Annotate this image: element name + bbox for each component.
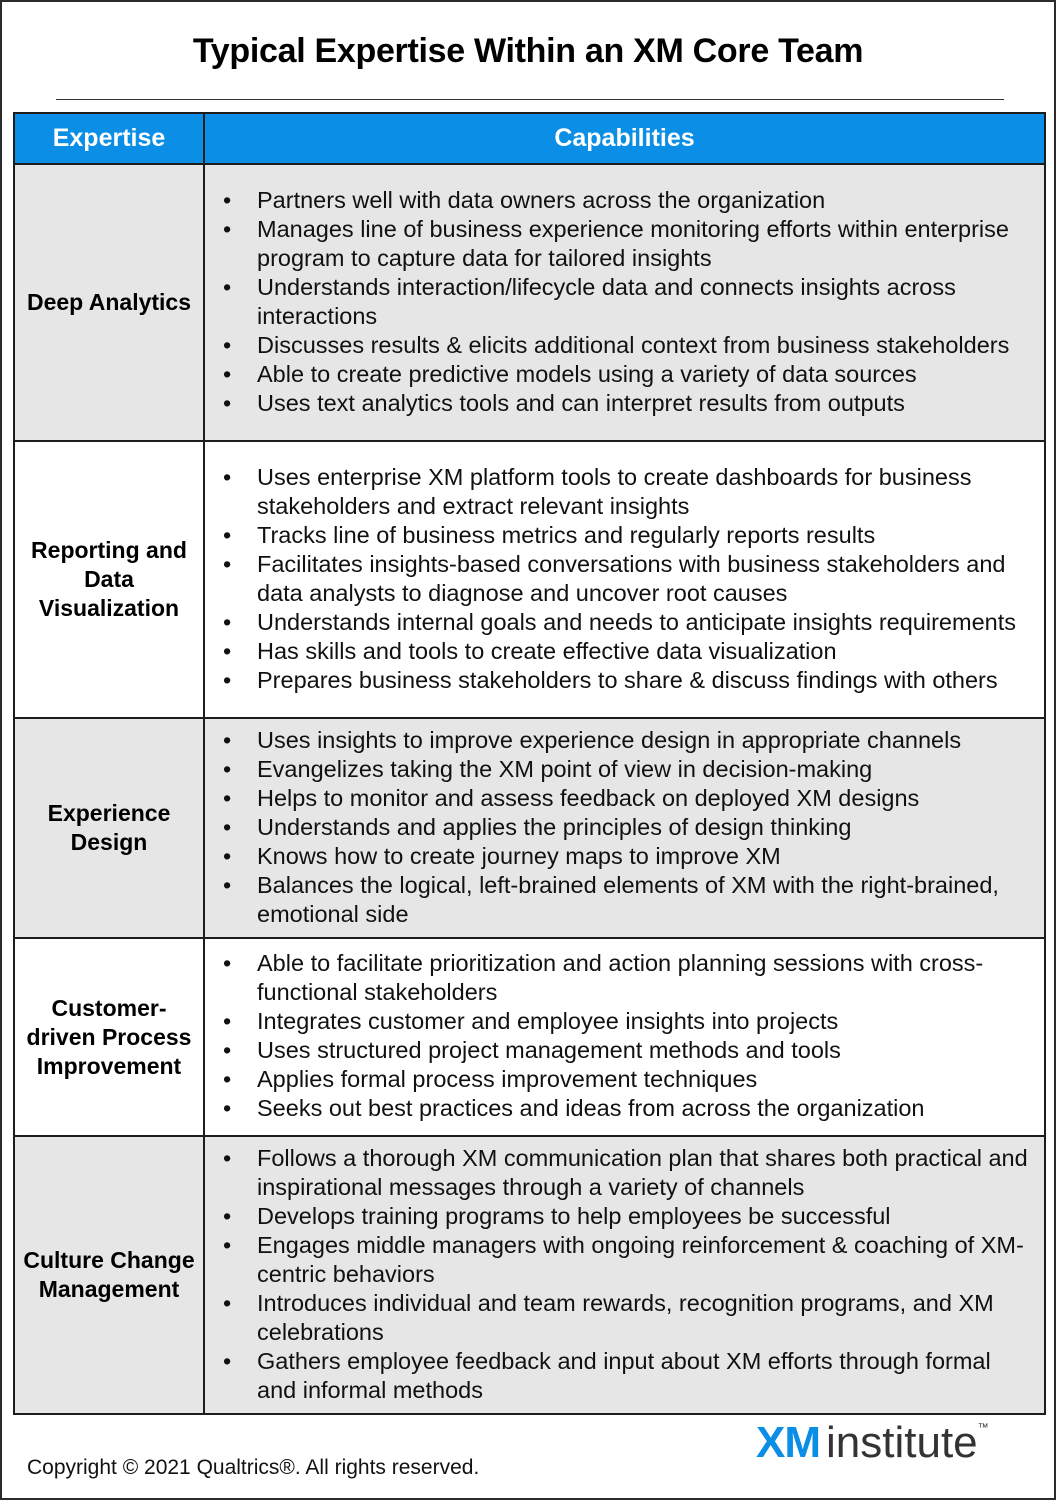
table-row bbox=[14, 164, 1045, 441]
capabilities-list bbox=[219, 949, 1032, 1123]
capability-item: • Knows how to create journey maps to improve XM bbox=[219, 842, 1032, 871]
capability-item: • Understands and applies the principles of design thinking bbox=[219, 813, 1032, 842]
table-row bbox=[14, 938, 1045, 1136]
header-expertise: Expertise bbox=[14, 113, 204, 164]
capabilities-list bbox=[219, 186, 1032, 418]
table-row bbox=[14, 441, 1045, 718]
table-row bbox=[14, 718, 1045, 938]
capability-item: • Manages line of business experience monitoring efforts within enterprise program to capture data for tailored insights bbox=[219, 215, 1032, 273]
capability-item: • Tracks line of business metrics and regularly reports results bbox=[219, 521, 1032, 550]
capability-item: • Partners well with data owners across the organization bbox=[219, 186, 1032, 215]
capability-item: • Understands internal goals and needs to anticipate insights requirements bbox=[219, 608, 1032, 637]
capabilities-cell bbox=[204, 1136, 1045, 1414]
capability-item: • Uses insights to improve experience design in appropriate channels bbox=[219, 726, 1032, 755]
header-capabilities: Capabilities bbox=[204, 113, 1045, 164]
capability-item: • Prepares business stakeholders to share & discuss findings with others bbox=[219, 666, 1032, 695]
capability-item: • Uses enterprise XM platform tools to create dashboards for business stakeholders and extract relevant insights bbox=[219, 463, 1032, 521]
capability-item: • Helps to monitor and assess feedback on deployed XM designs bbox=[219, 784, 1032, 813]
expertise-table bbox=[13, 112, 1046, 1415]
capability-item: • Evangelizes taking the XM point of view in decision-making bbox=[219, 755, 1032, 784]
table-row bbox=[14, 1136, 1045, 1414]
capability-item: • Uses text analytics tools and can interpret results from outputs bbox=[219, 389, 1032, 418]
capability-item: • Gathers employee feedback and input about XM efforts through formal and informal methods bbox=[219, 1347, 1032, 1405]
expertise-cell: Experience Design bbox=[14, 718, 204, 938]
capability-item: • Able to facilitate prioritization and action planning sessions with cross-functional stakeholders bbox=[219, 949, 1032, 1007]
capabilities-list bbox=[219, 1144, 1032, 1405]
expertise-cell: Culture Change Management bbox=[14, 1136, 204, 1414]
expertise-cell: Customer-driven Process Improvement bbox=[14, 938, 204, 1136]
capability-item: • Integrates customer and employee insights into projects bbox=[219, 1007, 1032, 1036]
expertise-cell: Deep Analytics bbox=[14, 164, 204, 441]
capability-item: • Uses structured project management methods and tools bbox=[219, 1036, 1032, 1065]
logo-xm: XM bbox=[756, 1418, 820, 1467]
capability-item: • Applies formal process improvement techniques bbox=[219, 1065, 1032, 1094]
capabilities-cell bbox=[204, 164, 1045, 441]
capability-item: • Develops training programs to help employees be successful bbox=[219, 1202, 1032, 1231]
logo-trademark: ™ bbox=[977, 1422, 989, 1434]
capability-item: • Understands interaction/lifecycle data and connects insights across interactions bbox=[219, 273, 1032, 331]
capability-item: • Balances the logical, left-brained elements of XM with the right-brained, emotional side bbox=[219, 871, 1032, 929]
copyright-text: Copyright © 2021 Qualtrics®. All rights reserved. bbox=[27, 1456, 480, 1479]
capability-item: • Has skills and tools to create effective data visualization bbox=[219, 637, 1032, 666]
capability-item: • Discusses results & elicits additional context from business stakeholders bbox=[219, 331, 1032, 360]
capabilities-list bbox=[219, 726, 1032, 929]
capability-item: • Facilitates insights-based conversations with business stakeholders and data analysts to diagnose and uncover root causes bbox=[219, 550, 1032, 608]
capabilities-list bbox=[219, 463, 1032, 695]
title-divider bbox=[56, 99, 1004, 100]
capabilities-cell bbox=[204, 938, 1045, 1136]
table-header-row bbox=[14, 113, 1045, 164]
capability-item: • Able to create predictive models using a variety of data sources bbox=[219, 360, 1032, 389]
expertise-cell: Reporting and Data Visualization bbox=[14, 441, 204, 718]
logo-institute: institute bbox=[826, 1418, 978, 1467]
capability-item: • Follows a thorough XM communication plan that shares both practical and inspirational messages through a variety of channels bbox=[219, 1144, 1032, 1202]
capabilities-cell bbox=[204, 441, 1045, 718]
xm-institute-logo bbox=[756, 1418, 989, 1468]
page-title: Typical Expertise Within an XM Core Team bbox=[192, 32, 864, 70]
table-body bbox=[14, 164, 1045, 1414]
capability-item: • Seeks out best practices and ideas from across the organization bbox=[219, 1094, 1032, 1123]
capability-item: • Introduces individual and team rewards, recognition programs, and XM celebrations bbox=[219, 1289, 1032, 1347]
capabilities-cell bbox=[204, 718, 1045, 938]
capability-item: • Engages middle managers with ongoing reinforcement & coaching of XM-centric behaviors bbox=[219, 1231, 1032, 1289]
